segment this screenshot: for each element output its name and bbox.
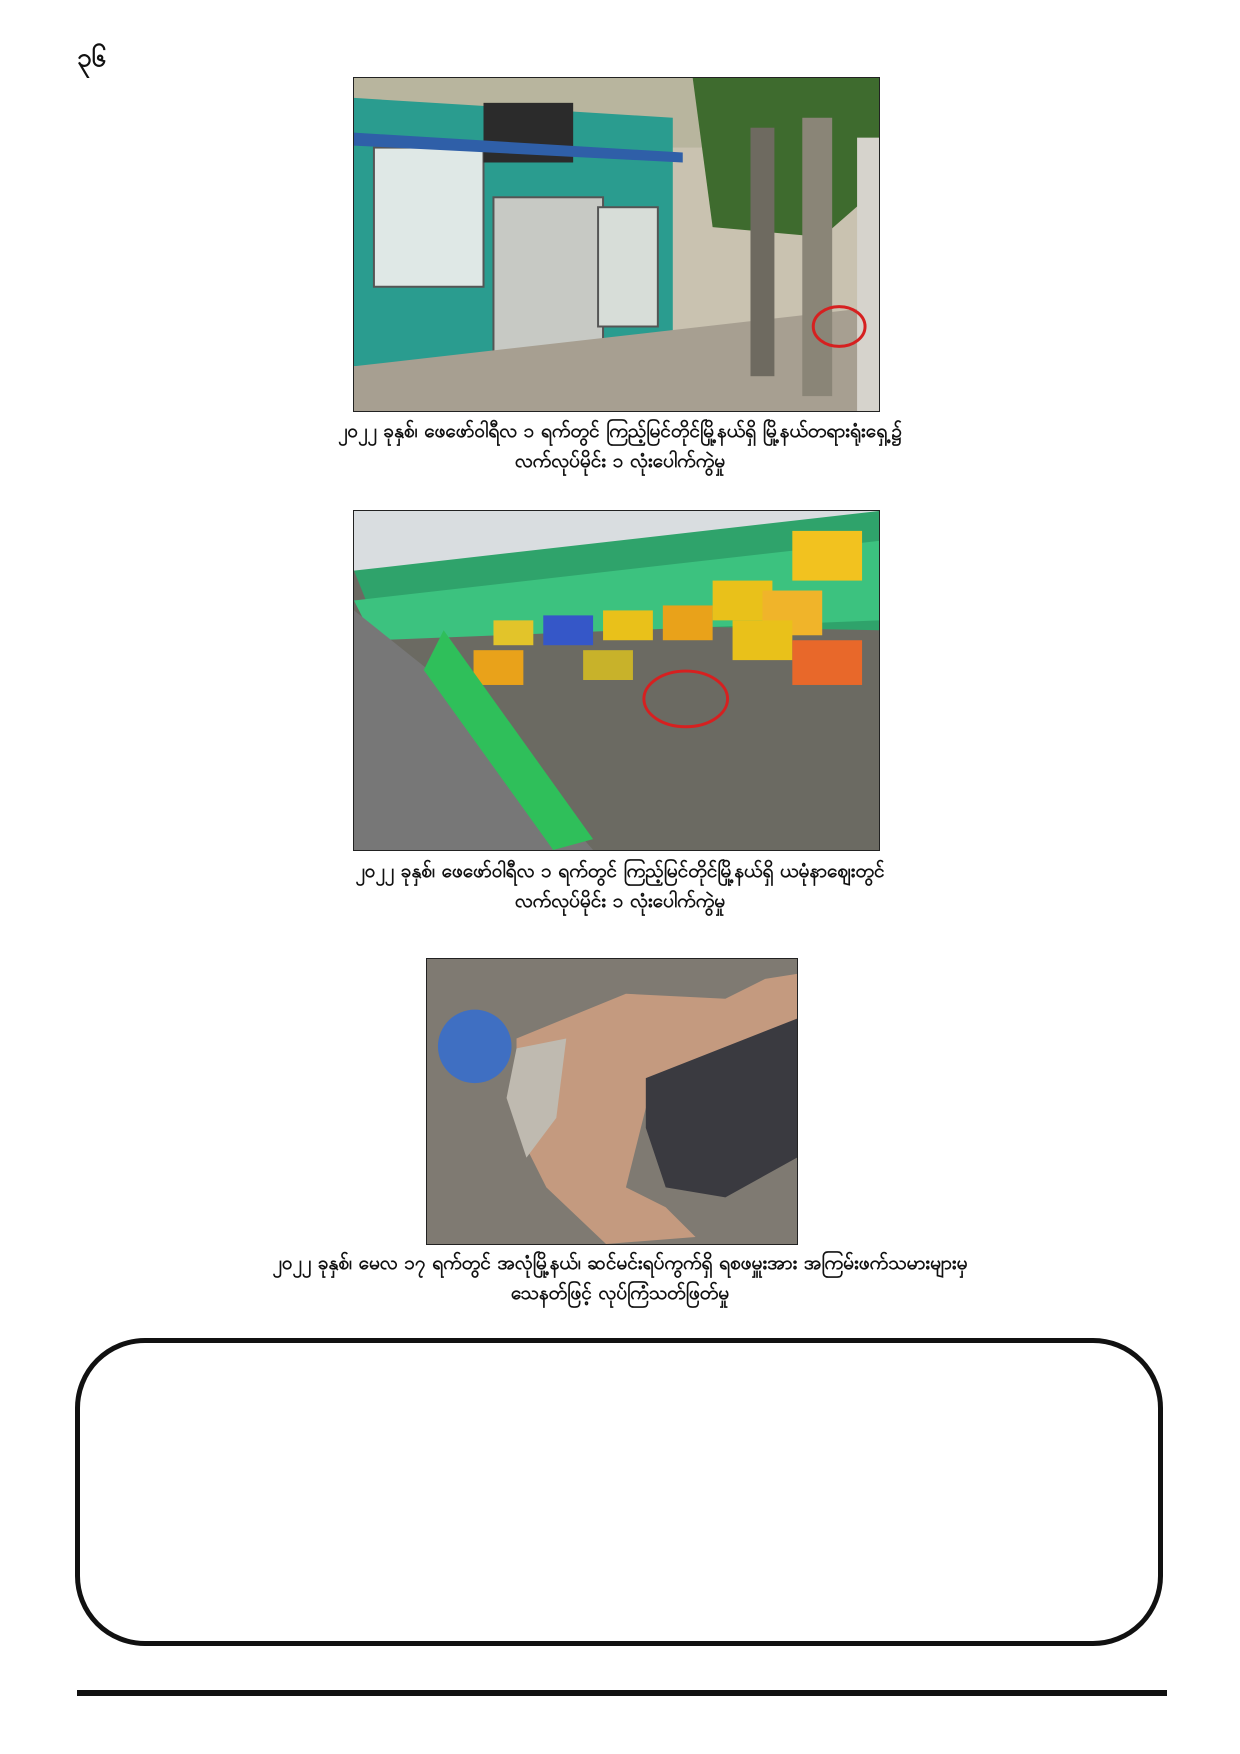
figure-caption: ၂၀၂၂ ခုနှစ်၊ ဖေဖော်ဝါရီလ ၁ ရက်တွင် ကြည့်မြင်တိုင်မြို့နယ်ရှိ မြို့နယ်တရားရုံးရှေ့၌ လက်လုပ်မိုင်း ၁ လုံးပေါက်ကွဲမှု — [338, 420, 902, 472]
figure-caption: ၂၀၂၂ ခုနှစ်၊ ဖေဖော်ဝါရီလ ၁ ရက်တွင် ကြည့်မြင်တိုင်မြို့နယ်ရှိ ယမုံနာဈေးတွင် လက်လုပ်မိုင်း ၁ လုံးပေါက်ကွဲမှု — [355, 860, 885, 912]
footer-rule — [77, 1690, 1167, 1696]
photo-court-building — [353, 77, 880, 412]
photo-market — [353, 510, 880, 851]
summary-callout-box — [75, 1338, 1163, 1646]
blur-dot — [438, 1010, 512, 1083]
page-number: ၃၆ — [77, 43, 107, 73]
figure-caption: ၂၀၂၂ ခုနှစ်၊ မေလ ၁၇ ရက်တွင် အလုံမြို့နယ်၊ ဆင်မင်းရပ်ကွက်ရှိ ရစဖမှူးအား အကြမ်းဖက်သမားများမှ သေနတ်ဖြင့် လုပ်ကြံသတ်ဖြတ်မှု — [272, 1252, 968, 1304]
photo-victim — [426, 958, 798, 1245]
